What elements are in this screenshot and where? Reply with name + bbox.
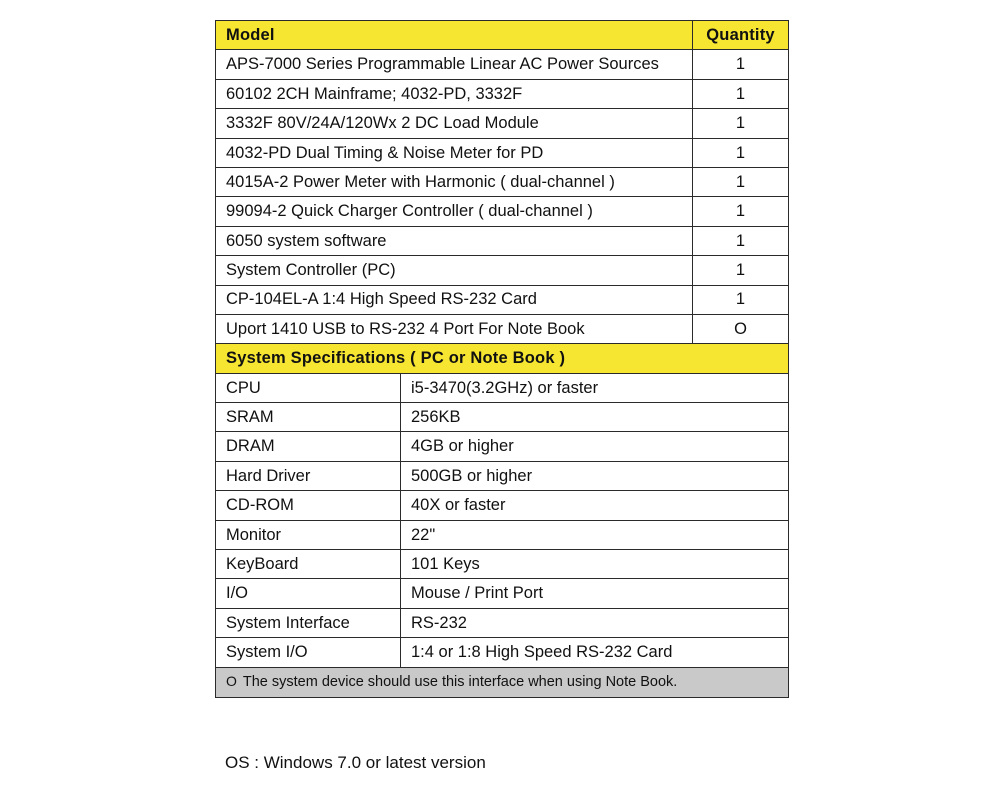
- spec-row: [216, 638, 789, 667]
- quantity-cell: 1: [693, 285, 789, 314]
- spec-row: [216, 403, 789, 432]
- quantity-cell: 1: [693, 256, 789, 285]
- model-row: [216, 226, 789, 255]
- model-cell: CP-104EL-A 1:4 High Speed RS-232 Card: [216, 285, 693, 314]
- note-row: [216, 667, 789, 697]
- model-row: [216, 138, 789, 167]
- spec-row: [216, 491, 789, 520]
- spec-row: [216, 520, 789, 549]
- model-cell: 4015A-2 Power Meter with Harmonic ( dual-channel ): [216, 167, 693, 196]
- model-row: [216, 167, 789, 196]
- model-cell: 4032-PD Dual Timing & Noise Meter for PD: [216, 138, 693, 167]
- spec-item: Monitor: [216, 520, 401, 549]
- quantity-cell: 1: [693, 226, 789, 255]
- model-row: [216, 109, 789, 138]
- model-cell: 3332F 80V/24A/120Wx 2 DC Load Module: [216, 109, 693, 138]
- spec-item: Hard Driver: [216, 461, 401, 490]
- circle-symbol-icon: O: [226, 673, 237, 690]
- quantity-cell: 1: [693, 197, 789, 226]
- model-cell: 60102 2CH Mainframe; 4032-PD, 3332F: [216, 79, 693, 108]
- spec-item: KeyBoard: [216, 550, 401, 579]
- model-row: [216, 314, 789, 343]
- spec-row: [216, 608, 789, 637]
- model-cell: APS-7000 Series Programmable Linear AC Power Sources: [216, 50, 693, 79]
- quantity-cell: 1: [693, 109, 789, 138]
- model-row: [216, 79, 789, 108]
- spec-row: [216, 373, 789, 402]
- spec-value: 101 Keys: [401, 550, 789, 579]
- quantity-cell: 1: [693, 167, 789, 196]
- note-cell: [216, 667, 789, 697]
- spec-item: CD-ROM: [216, 491, 401, 520]
- specs-section-title: System Specifications ( PC or Note Book ): [216, 344, 789, 373]
- note-text: The system device should use this interface when using Note Book.: [242, 674, 678, 691]
- spec-item: System I/O: [216, 638, 401, 667]
- model-cell: 6050 system software: [216, 226, 693, 255]
- model-row: [216, 50, 789, 79]
- quantity-cell: 1: [693, 79, 789, 108]
- spec-value: Mouse / Print Port: [401, 579, 789, 608]
- spec-item: I/O: [216, 579, 401, 608]
- spec-row: [216, 461, 789, 490]
- model-row: [216, 285, 789, 314]
- quantity-column-header: Quantity: [693, 21, 789, 50]
- model-cell: System Controller (PC): [216, 256, 693, 285]
- spec-row: [216, 550, 789, 579]
- spec-value: 22": [401, 520, 789, 549]
- spec-row: [216, 432, 789, 461]
- specs-header-row: [216, 344, 789, 373]
- spec-value: RS-232: [401, 608, 789, 637]
- spec-value: 1:4 or 1:8 High Speed RS-232 Card: [401, 638, 789, 667]
- spec-value: 40X or faster: [401, 491, 789, 520]
- os-requirement: OS : Windows 7.0 or latest version: [225, 753, 486, 772]
- spec-value: 500GB or higher: [401, 461, 789, 490]
- spec-item: DRAM: [216, 432, 401, 461]
- quantity-cell: O: [693, 314, 789, 343]
- spec-item: SRAM: [216, 403, 401, 432]
- model-column-header: Model: [216, 21, 693, 50]
- spec-table: [215, 20, 789, 698]
- model-header-row: [216, 21, 789, 50]
- model-row: [216, 197, 789, 226]
- quantity-cell: 1: [693, 138, 789, 167]
- spec-item: System Interface: [216, 608, 401, 637]
- model-cell: Uport 1410 USB to RS-232 4 Port For Note Book: [216, 314, 693, 343]
- spec-row: [216, 579, 789, 608]
- quantity-cell: 1: [693, 50, 789, 79]
- model-cell: 99094-2 Quick Charger Controller ( dual-channel ): [216, 197, 693, 226]
- model-row: [216, 256, 789, 285]
- spec-value: i5-3470(3.2GHz) or faster: [401, 373, 789, 402]
- spec-value: 4GB or higher: [401, 432, 789, 461]
- spec-value: 256KB: [401, 403, 789, 432]
- spec-item: CPU: [216, 373, 401, 402]
